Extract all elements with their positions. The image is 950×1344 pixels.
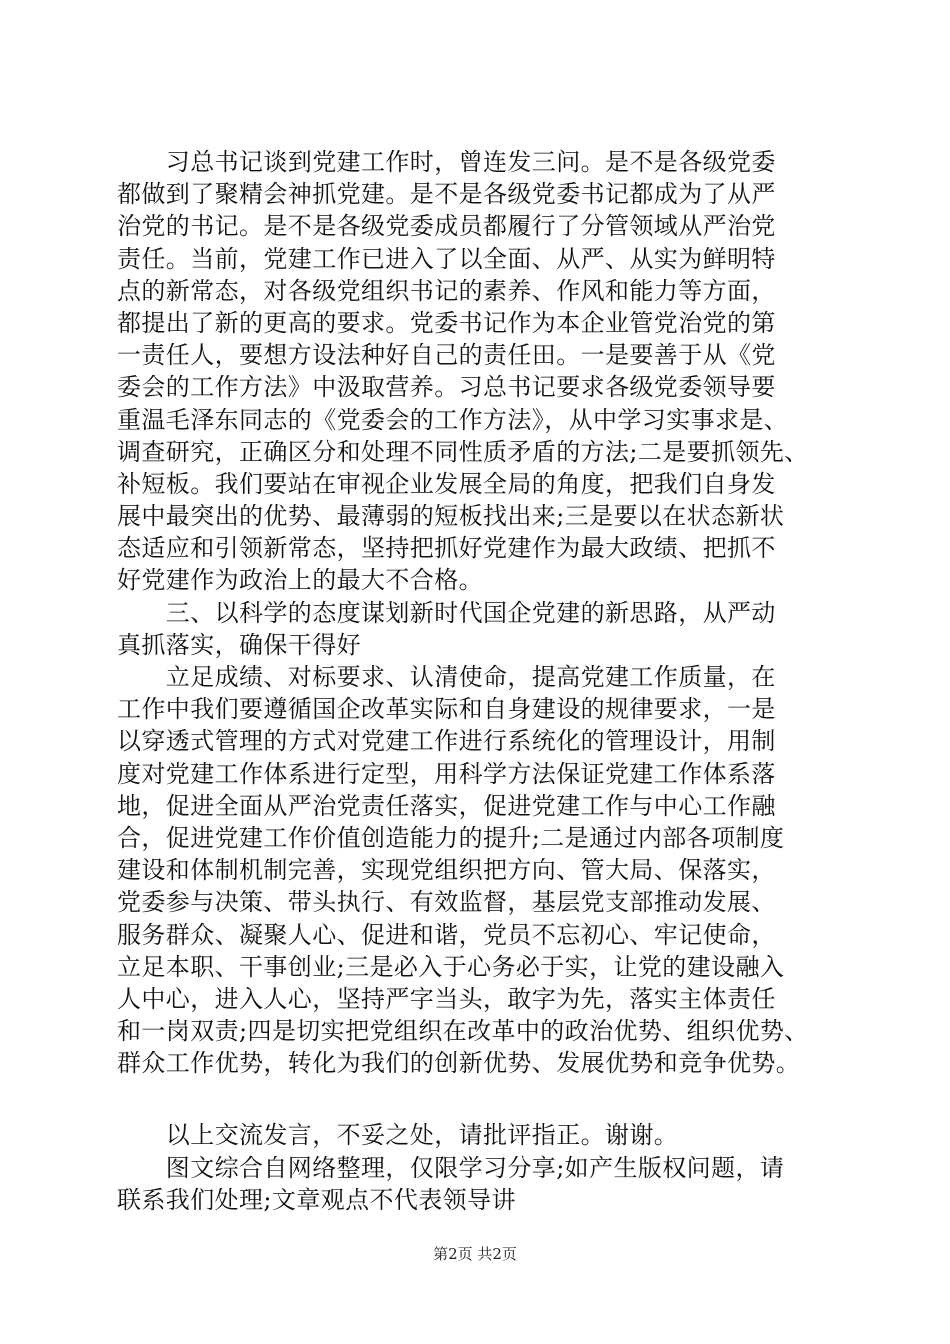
- text-line: 度对党建工作体系进行定型，用科学方法保证党建工作体系落: [117, 759, 776, 788]
- text-line: 补短板。我们要站在审视企业发展全局的角度，把我们自身发: [117, 469, 776, 498]
- text-line: 态适应和引领新常态，坚持把抓好党建作为最大政绩、把抓不: [117, 534, 776, 563]
- text-line: 服务群众、凝聚人心、促进和谐，党员不忘初心、牢记使命，: [117, 920, 776, 949]
- text-line: 以穿透式管理的方式对党建工作进行系统化的管理设计，用制: [117, 727, 776, 756]
- text-line: 党委参与决策、带头执行、有效监督，基层党支部推动发展、: [117, 888, 776, 917]
- text-line: 好党建作为政治上的最大不合格。: [117, 566, 483, 595]
- text-line: 习总书记谈到党建工作时，曾连发三问。是不是各级党委: [117, 148, 776, 176]
- text-line: 立足本职、干事创业;三是必入于心务必于实，让党的建设融入: [117, 952, 785, 981]
- text-line: 点的新常态，对各级党组织书记的素养、作风和能力等方面，: [117, 276, 776, 305]
- text-line: 都做到了聚精会神抓党建。是不是各级党委书记都成为了从严: [117, 180, 776, 209]
- section-heading-line: 真抓落实，确保干得好: [117, 630, 361, 659]
- disclaimer-line: 图文综合自网络整理，仅限学习分享;如产生版权问题，请: [117, 1153, 785, 1182]
- text-line: 立足成绩、对标要求、认清使命，提高党建工作质量，在: [117, 663, 776, 691]
- text-line: 重温毛泽东同志的《党委会的工作方法》，从中学习实事求是、: [117, 405, 789, 434]
- closing-line: 以上交流发言，不妥之处，请批评指正。谢谢。: [117, 1121, 679, 1150]
- text-line: 一责任人，要想方设法种好自己的责任田。一是要善于从《党: [117, 341, 776, 370]
- text-line: 委会的工作方法》中汲取营养。习总书记要求各级党委领导要: [117, 373, 776, 402]
- paragraph-gap: [117, 1079, 857, 1119]
- text-line: 建设和体制机制完善，实现党组织把方向、管大局、保落实，: [117, 856, 776, 885]
- text-line: 合，促进党建工作价值创造能力的提升;二是通过内部各项制度: [117, 823, 785, 852]
- document-body: [117, 146, 857, 1216]
- text-line: 责任。当前，党建工作已进入了以全面、从严、从实为鲜明特: [117, 244, 776, 273]
- text-line: 群众工作优势，转化为我们的创新优势、发展优势和竞争优势。: [117, 1049, 801, 1078]
- text-line: 工作中我们要遵循国企改革实际和自身建设的规律要求，一是: [117, 695, 776, 724]
- text-line: 人中心，进入人心，坚持严字当头，敢字为先，落实主体责任: [117, 984, 776, 1013]
- text-line: 都提出了新的更高的要求。党委书记作为本企业管党治党的第: [117, 308, 776, 337]
- text-line: 展中最突出的优势、最薄弱的短板找出来;三是要以在状态新状: [117, 502, 785, 531]
- text-line: 地，促进全面从严治党责任落实，促进党建工作与中心工作融: [117, 791, 776, 820]
- page-number-footer: 第2页 共2页: [433, 1245, 517, 1263]
- text-line: 和一岗双责;四是切实把党组织在改革中的政治优势、组织优势、: [117, 1017, 809, 1046]
- text-line: 治党的书记。是不是各级党委成员都履行了分管领域从严治党: [117, 212, 776, 241]
- section-heading-line: 三、以科学的态度谋划新时代国企党建的新思路，从严动: [117, 598, 776, 627]
- disclaimer-line: 联系我们处理;文章观点不代表领导讲: [117, 1185, 516, 1214]
- text-line: 调查研究，正确区分和处理不同性质矛盾的方法;二是要抓领先、: [117, 437, 809, 466]
